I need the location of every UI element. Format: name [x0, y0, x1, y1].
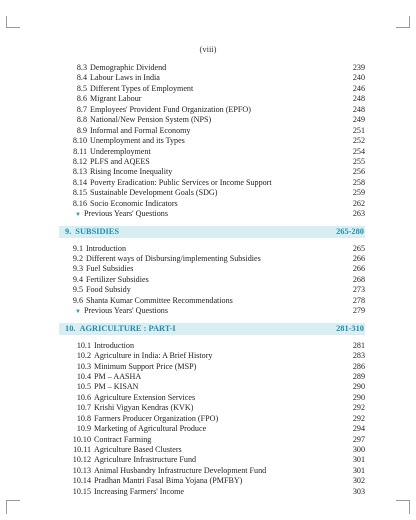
entry-page: 265	[352, 243, 365, 253]
entry-title: Different ways of Disbursing/implementing Subsidies	[86, 254, 261, 263]
toc-entry[interactable]	[71, 403, 365, 413]
toc-entry[interactable]	[71, 351, 365, 361]
entry-title: Sustainable Development Goals (SDG)	[90, 188, 218, 198]
chapter-9-header[interactable]	[59, 226, 365, 238]
entry-title: Food Subsidy	[86, 285, 131, 295]
toc-entry[interactable]	[71, 466, 365, 476]
toc-entry[interactable]	[71, 178, 365, 188]
toc-entry[interactable]	[71, 382, 365, 392]
entry-title: Introduction	[86, 243, 127, 253]
entry-title: Informal and Formal Economy	[90, 125, 191, 135]
toc-entry[interactable]	[71, 285, 365, 295]
entry-page: 249	[352, 115, 365, 125]
toc-entry[interactable]	[71, 455, 365, 465]
entry-number: 9.1	[72, 243, 83, 253]
entry-page: 248	[352, 94, 365, 104]
toc-entry[interactable]	[71, 147, 365, 157]
entry-title: Krishi Vigyan Kendras (KVK)	[94, 403, 194, 413]
entry-title: Demographic Dividend	[90, 63, 167, 72]
entry-title: Increasing Farmers' Income	[94, 486, 185, 496]
entry-number: 10.10	[72, 434, 91, 444]
toc-entry[interactable]	[71, 393, 365, 403]
entry-page: 266	[352, 254, 365, 263]
entry-title: Fuel Subsidies	[86, 264, 134, 274]
entry-number: 8.7	[76, 104, 87, 114]
entry-number: 10.2	[76, 351, 91, 361]
toc-entry[interactable]	[71, 199, 365, 209]
entry-number: 8.13	[72, 167, 87, 177]
toc-entry[interactable]	[71, 254, 365, 264]
entry-page: 268	[352, 274, 365, 284]
entry-number: 10.13	[72, 465, 91, 475]
bullet-icon: ▼	[75, 309, 81, 316]
entry-number: 9.3	[72, 264, 83, 274]
prev-questions-label: Previous Years' Questions	[84, 306, 168, 316]
entry-page: 302	[352, 476, 365, 486]
entry-number: 10.8	[76, 413, 91, 423]
entry-number: 8.14	[72, 177, 87, 187]
entry-number: 10.14	[72, 476, 91, 486]
entry-title: Farmers Producer Organization (FPO)	[94, 413, 219, 423]
toc-entry[interactable]	[71, 414, 365, 424]
prev-questions-8[interactable]	[71, 209, 365, 219]
entry-title: Marketing of Agricultural Produce	[94, 424, 207, 434]
page-number: (viii)	[199, 44, 217, 54]
entry-page: 248	[352, 104, 365, 114]
entry-number: 9.5	[72, 285, 83, 295]
entry-title: PM – AASHA	[94, 371, 142, 381]
entry-page: 286	[352, 361, 365, 371]
prev-questions-page: 279	[352, 306, 365, 316]
entry-number: 10.3	[76, 361, 91, 371]
entry-title: Different Types of Employment	[90, 83, 194, 93]
entry-page: 240	[352, 73, 365, 83]
entry-number: 9.4	[72, 274, 83, 284]
entry-number: 10.7	[76, 403, 91, 413]
entry-title: Animal Husbandry Infrastructure Development Fund	[94, 465, 267, 475]
toc-entry[interactable]	[71, 445, 365, 455]
entry-title: Rising Income Inequality	[90, 167, 173, 177]
toc-entry[interactable]	[71, 341, 365, 351]
entry-number: 8.10	[72, 136, 87, 146]
entry-number: 9.6	[72, 295, 83, 305]
entry-page: 258	[352, 177, 365, 187]
entry-page: 283	[352, 351, 365, 361]
entry-page: 301	[352, 465, 365, 475]
crop-mark	[409, 500, 410, 514]
entry-page: 252	[352, 136, 365, 146]
entry-page: 303	[352, 486, 365, 496]
entry-number: 10.6	[76, 392, 91, 402]
entry-title: Unemployment and its Types	[90, 136, 185, 146]
entry-title: Minimum Support Price (MSP)	[94, 361, 197, 371]
entry-number: 8.3	[76, 63, 87, 72]
toc-entry[interactable]	[71, 94, 365, 104]
crop-mark	[396, 27, 410, 28]
entry-page: 289	[352, 371, 365, 381]
entry-number: 10.11	[73, 445, 91, 454]
entry-page: 239	[352, 63, 365, 72]
entry-number: 8.6	[76, 94, 87, 104]
toc-entry[interactable]	[71, 126, 365, 136]
prev-questions-9[interactable]	[71, 306, 365, 316]
entry-title: Pradhan Mantri Fasal Bima Yojana (PMFBY)	[94, 476, 243, 486]
toc-entry[interactable]	[71, 296, 365, 306]
toc-entry[interactable]	[71, 115, 365, 125]
toc-entry[interactable]	[71, 105, 365, 115]
entry-page: 301	[352, 455, 365, 465]
entry-page: 262	[352, 198, 365, 208]
entry-number: 10.12	[72, 455, 91, 465]
chapter-9-title: SUBSIDIES	[75, 227, 120, 237]
toc-entry[interactable]	[71, 157, 365, 167]
entry-page: 300	[352, 445, 365, 454]
toc-entry[interactable]	[71, 244, 365, 254]
toc-entry[interactable]	[71, 275, 365, 285]
section-9-list	[71, 244, 365, 307]
entry-title: Employees' Provident Fund Organization (EPFO)	[90, 104, 251, 114]
entry-page: 254	[352, 146, 365, 156]
entry-title: National/New Pension System (NPS)	[90, 115, 212, 125]
entry-number: 8.16	[72, 198, 87, 208]
entry-page: 273	[352, 285, 365, 295]
entry-page: 256	[352, 167, 365, 177]
entry-number: 10.15	[72, 486, 91, 496]
toc-entry[interactable]	[71, 136, 365, 146]
prev-questions-label: Previous Years' Questions	[84, 209, 168, 219]
entry-title: Agriculture Extension Services	[94, 392, 196, 402]
entry-page: 297	[352, 434, 365, 444]
entry-number: 8.4	[76, 73, 87, 83]
crop-mark	[6, 500, 7, 514]
entry-number: 10.9	[76, 424, 91, 434]
entry-number: 9.2	[72, 254, 83, 263]
entry-number: 8.9	[76, 125, 87, 135]
entry-page: 255	[352, 156, 365, 166]
toc-entry[interactable]	[71, 188, 365, 198]
chapter-9-pages: 265-280	[336, 227, 364, 237]
entry-number: 8.11	[73, 146, 87, 156]
entry-title: Migrant Labour	[90, 94, 142, 104]
entry-number: 8.12	[72, 156, 87, 166]
toc-entry[interactable]	[71, 435, 365, 445]
chapter-10-number: 10.	[65, 324, 76, 334]
chapter-10-title: AGRICULTURE : PART-I	[79, 324, 176, 334]
chapter-10-pages: 281-310	[336, 324, 364, 334]
toc-entry[interactable]	[71, 372, 365, 382]
toc-entry[interactable]	[71, 424, 365, 434]
entry-page: 292	[352, 403, 365, 413]
crop-mark	[396, 500, 410, 501]
entry-page: 278	[352, 295, 365, 305]
entry-number: 8.15	[72, 188, 87, 198]
entry-number: 8.5	[76, 83, 87, 93]
entry-page: 281	[352, 340, 365, 350]
section-8-list	[71, 63, 365, 209]
toc-entry[interactable]	[71, 63, 365, 73]
entry-number: 8.8	[76, 115, 87, 125]
toc-entry[interactable]	[71, 84, 365, 94]
chapter-9-number: 9.	[65, 227, 72, 237]
crop-mark	[6, 27, 20, 28]
entry-page: 290	[352, 392, 365, 402]
chapter-10-header[interactable]	[59, 323, 365, 335]
entry-page: 251	[352, 125, 365, 135]
prev-questions-page: 263	[352, 209, 365, 219]
entry-page: 246	[352, 83, 365, 93]
entry-title: Introduction	[94, 340, 135, 350]
entry-number: 10.5	[76, 382, 91, 392]
section-10-list	[71, 341, 365, 498]
crop-mark	[6, 500, 20, 501]
entry-page: 259	[352, 188, 365, 198]
toc-entry[interactable]	[71, 73, 365, 83]
entry-title: Agriculture in India: A Brief History	[94, 351, 213, 361]
toc-entry[interactable]	[71, 476, 365, 486]
entry-title: Contract Farming	[94, 434, 152, 444]
entry-page: 292	[352, 413, 365, 423]
table-of-contents	[65, 63, 365, 497]
entry-title: Poverty Eradication: Public Services or Income Support	[90, 177, 272, 187]
entry-title: Agriculture Based Clusters	[94, 445, 182, 454]
entry-page: 266	[352, 264, 365, 274]
entry-number: 10.1	[76, 340, 91, 350]
entry-title: Shanta Kumar Committee Recommendations	[86, 295, 233, 305]
entry-page: 290	[352, 382, 365, 392]
entry-title: Underemployment	[90, 146, 151, 156]
entry-page: 294	[352, 424, 365, 434]
entry-title: Socio Economic Indicators	[90, 198, 178, 208]
bullet-icon: ▼	[75, 212, 81, 219]
toc-entry[interactable]	[71, 487, 365, 497]
toc-entry[interactable]	[71, 362, 365, 372]
entry-number: 10.4	[76, 371, 91, 381]
toc-entry[interactable]	[71, 167, 365, 177]
entry-title: Fertilizer Subsidies	[86, 274, 149, 284]
entry-title: PM – KISAN	[94, 382, 139, 392]
toc-entry[interactable]	[71, 264, 365, 274]
entry-title: Labour Laws in India	[90, 73, 160, 83]
entry-title: Agriculture Infrastructure Fund	[94, 455, 197, 465]
entry-title: PLFS and AQEES	[90, 156, 150, 166]
